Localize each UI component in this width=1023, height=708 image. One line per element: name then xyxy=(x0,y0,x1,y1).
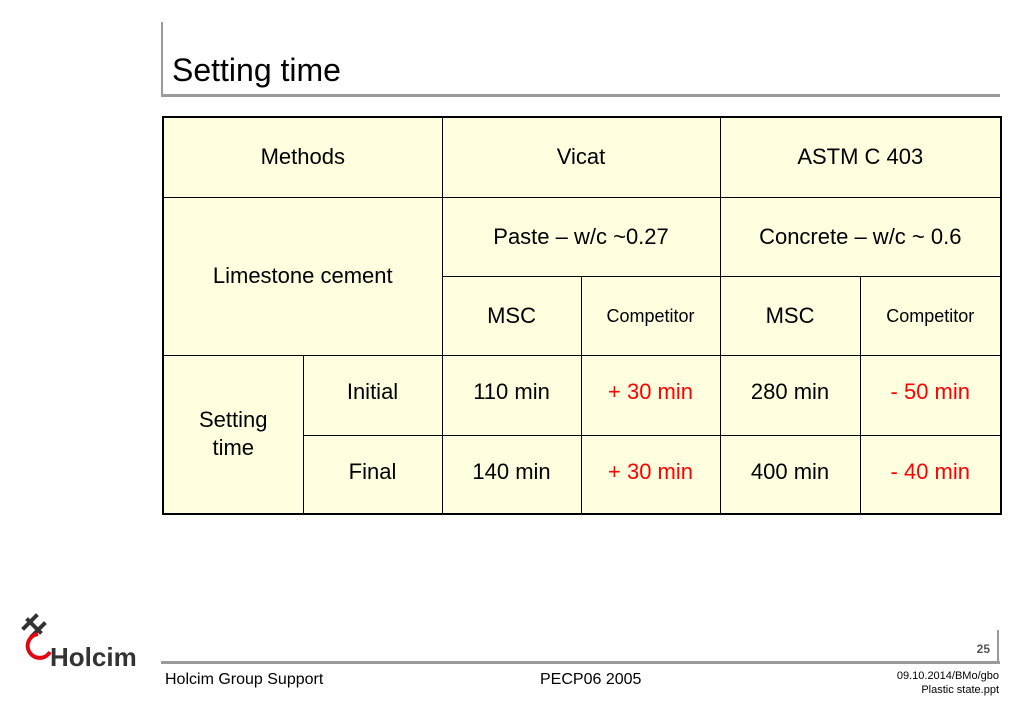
logo-text: Holcim xyxy=(50,642,137,672)
astm-msc-value: 400 min xyxy=(720,435,860,514)
vicat-msc-header: MSC xyxy=(442,276,581,355)
sample-type-row xyxy=(163,197,1001,276)
title-vertical-rule xyxy=(161,22,163,96)
vicat-header: Vicat xyxy=(442,117,720,197)
astm-msc-header: MSC xyxy=(720,276,860,355)
footer-event: PECP06 2005 xyxy=(540,671,642,688)
holcim-logo xyxy=(20,612,150,672)
setting-time-table xyxy=(162,116,1002,515)
footer-filename: Plastic state.ppt xyxy=(921,684,999,696)
vicat-competitor-header: Competitor xyxy=(581,276,720,355)
paste-header: Paste – w/c ~0.27 xyxy=(442,197,720,276)
row-name: Initial xyxy=(303,355,442,435)
setting-time-label xyxy=(163,355,303,514)
astm-competitor-value: - 40 min xyxy=(860,435,1001,514)
concrete-header: Concrete – w/c ~ 0.6 xyxy=(720,197,1001,276)
footer-organization: Holcim Group Support xyxy=(165,671,324,688)
footer-file-info xyxy=(897,669,999,697)
vicat-msc-value: 140 min xyxy=(442,435,581,514)
setting-label-line2: time xyxy=(212,435,255,461)
row-name: Final xyxy=(303,435,442,514)
methods-header: Methods xyxy=(163,117,442,197)
astm-msc-value: 280 min xyxy=(720,355,860,435)
vicat-competitor-value: + 30 min xyxy=(581,355,720,435)
limestone-cement-label: Limestone cement xyxy=(163,197,442,355)
holcim-h-icon xyxy=(24,616,50,658)
setting-label-line1: Setting xyxy=(199,407,268,433)
title-horizontal-rule xyxy=(161,94,1000,97)
footer-rule xyxy=(161,661,1000,664)
vicat-competitor-value: + 30 min xyxy=(581,435,720,514)
astm-competitor-header: Competitor xyxy=(860,276,1001,355)
page-number: 25 xyxy=(976,642,990,656)
table-header-row xyxy=(163,117,1001,197)
vicat-msc-value: 110 min xyxy=(442,355,581,435)
table-row xyxy=(163,355,1001,435)
astm-header: ASTM C 403 xyxy=(720,117,1001,197)
astm-competitor-value: - 50 min xyxy=(860,355,1001,435)
footer-date-author: 09.10.2014/BMo/gbo xyxy=(896,670,999,682)
slide-title: Setting time xyxy=(172,52,341,88)
page-number-rule xyxy=(997,630,999,663)
